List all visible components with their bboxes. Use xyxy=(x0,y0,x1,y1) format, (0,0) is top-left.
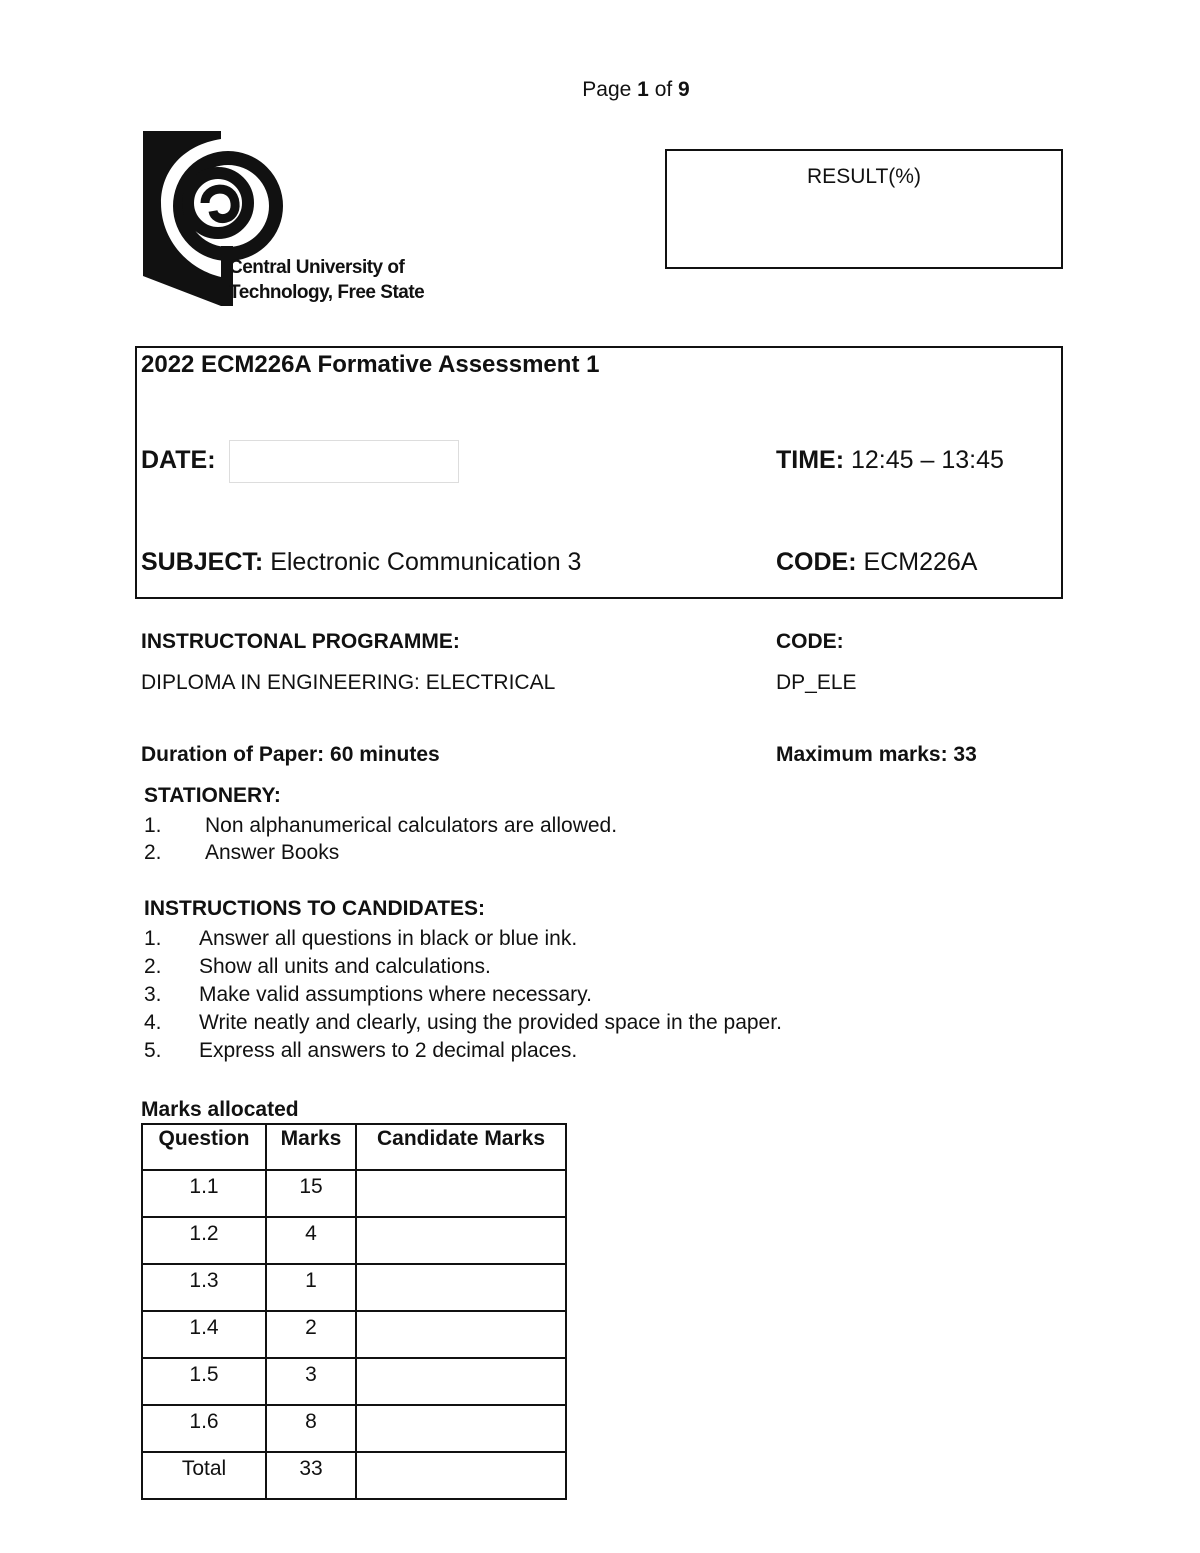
question-cell: 1.1 xyxy=(142,1170,266,1217)
page-number xyxy=(0,78,1200,102)
assessment-title: 2022 ECM226A Formative Assessment 1 xyxy=(141,351,600,378)
marks-table-caption: Marks allocated xyxy=(141,1098,299,1121)
list-item xyxy=(144,983,1044,1011)
list-item xyxy=(144,927,1044,955)
list-text: Non alphanumerical calculators are allowed. xyxy=(205,814,618,837)
stationery-list xyxy=(144,814,844,868)
subject-value: Electronic Communication 3 xyxy=(270,548,582,576)
question-cell: 1.4 xyxy=(142,1311,266,1358)
marks-cell: 15 xyxy=(266,1170,356,1217)
maximum-marks: Maximum marks: 33 xyxy=(776,743,977,766)
subject-row xyxy=(141,548,581,577)
list-number: 5. xyxy=(144,1039,162,1062)
marks-cell: 8 xyxy=(266,1405,356,1452)
candidate-marks-cell[interactable] xyxy=(356,1311,566,1358)
header-candidate-marks: Candidate Marks xyxy=(356,1124,566,1170)
question-cell: 1.2 xyxy=(142,1217,266,1264)
list-item xyxy=(144,1039,1044,1067)
university-name-line2: Technology, Free State xyxy=(229,282,425,303)
table-row xyxy=(142,1358,566,1405)
question-cell: 1.6 xyxy=(142,1405,266,1452)
list-text: Answer Books xyxy=(205,841,340,864)
table-header-row xyxy=(142,1124,566,1170)
table-row xyxy=(142,1405,566,1452)
subject-label: SUBJECT: xyxy=(141,548,264,576)
university-name-line1: Central University of xyxy=(229,257,405,278)
marks-cell: 2 xyxy=(266,1311,356,1358)
date-field[interactable] xyxy=(229,440,459,483)
list-number: 3. xyxy=(144,983,162,1006)
time-row xyxy=(776,446,1004,475)
list-item xyxy=(144,1011,1044,1039)
instructions-list xyxy=(144,927,1044,1067)
list-item xyxy=(144,955,1044,983)
question-cell: 1.3 xyxy=(142,1264,266,1311)
list-text: Write neatly and clearly, using the provided space in the paper. xyxy=(199,1011,782,1034)
list-text: Express all answers to 2 decimal places. xyxy=(199,1039,578,1062)
university-name xyxy=(229,255,424,305)
candidate-marks-cell[interactable] xyxy=(356,1405,566,1452)
date-label: DATE: xyxy=(141,446,216,474)
header-marks: Marks xyxy=(266,1124,356,1170)
candidate-marks-cell[interactable] xyxy=(356,1358,566,1405)
candidate-marks-cell[interactable] xyxy=(356,1452,566,1499)
programme-value: DIPLOMA IN ENGINEERING: ELECTRICAL xyxy=(141,671,556,694)
programme-code-label: CODE: xyxy=(776,630,844,653)
marks-cell: 33 xyxy=(266,1452,356,1499)
list-item xyxy=(144,841,844,868)
candidate-marks-cell[interactable] xyxy=(356,1217,566,1264)
table-row xyxy=(142,1170,566,1217)
list-number: 2. xyxy=(144,841,162,864)
candidate-marks-cell[interactable] xyxy=(356,1170,566,1217)
code-value: ECM226A xyxy=(863,548,978,576)
list-number: 2. xyxy=(144,955,162,978)
list-number: 1. xyxy=(144,814,162,837)
page-total: 9 xyxy=(678,78,690,101)
question-cell: Total xyxy=(142,1452,266,1499)
table-row xyxy=(142,1311,566,1358)
question-cell: 1.5 xyxy=(142,1358,266,1405)
page-of: of xyxy=(654,78,673,101)
list-text: Show all units and calculations. xyxy=(199,955,491,978)
marks-cell: 1 xyxy=(266,1264,356,1311)
instructions-title: INSTRUCTIONS TO CANDIDATES: xyxy=(144,897,486,920)
marks-cell: 4 xyxy=(266,1217,356,1264)
table-row xyxy=(142,1264,566,1311)
programme-label: INSTRUCTONAL PROGRAMME: xyxy=(141,630,460,653)
list-text: Make valid assumptions where necessary. xyxy=(199,983,592,1006)
marks-cell: 3 xyxy=(266,1358,356,1405)
list-number: 4. xyxy=(144,1011,162,1034)
header-question: Question xyxy=(142,1124,266,1170)
marks-table xyxy=(141,1123,567,1500)
list-number: 1. xyxy=(144,927,162,950)
code-label: CODE: xyxy=(776,548,857,576)
duration: Duration of Paper: 60 minutes xyxy=(141,743,440,766)
result-label: RESULT(%) xyxy=(807,165,921,188)
table-row xyxy=(142,1217,566,1264)
page-current: 1 xyxy=(637,78,649,101)
stationery-title: STATIONERY: xyxy=(144,784,281,807)
table-row-total xyxy=(142,1452,566,1499)
result-box xyxy=(665,149,1063,269)
programme-code-value: DP_ELE xyxy=(776,671,857,694)
code-row xyxy=(776,548,977,577)
date-row xyxy=(141,446,216,475)
list-text: Answer all questions in black or blue ink. xyxy=(199,927,578,950)
time-label: TIME: xyxy=(776,446,845,474)
list-item xyxy=(144,814,844,841)
candidate-marks-cell[interactable] xyxy=(356,1264,566,1311)
time-value: 12:45 – 13:45 xyxy=(851,446,1004,474)
page-label: Page xyxy=(582,78,632,101)
